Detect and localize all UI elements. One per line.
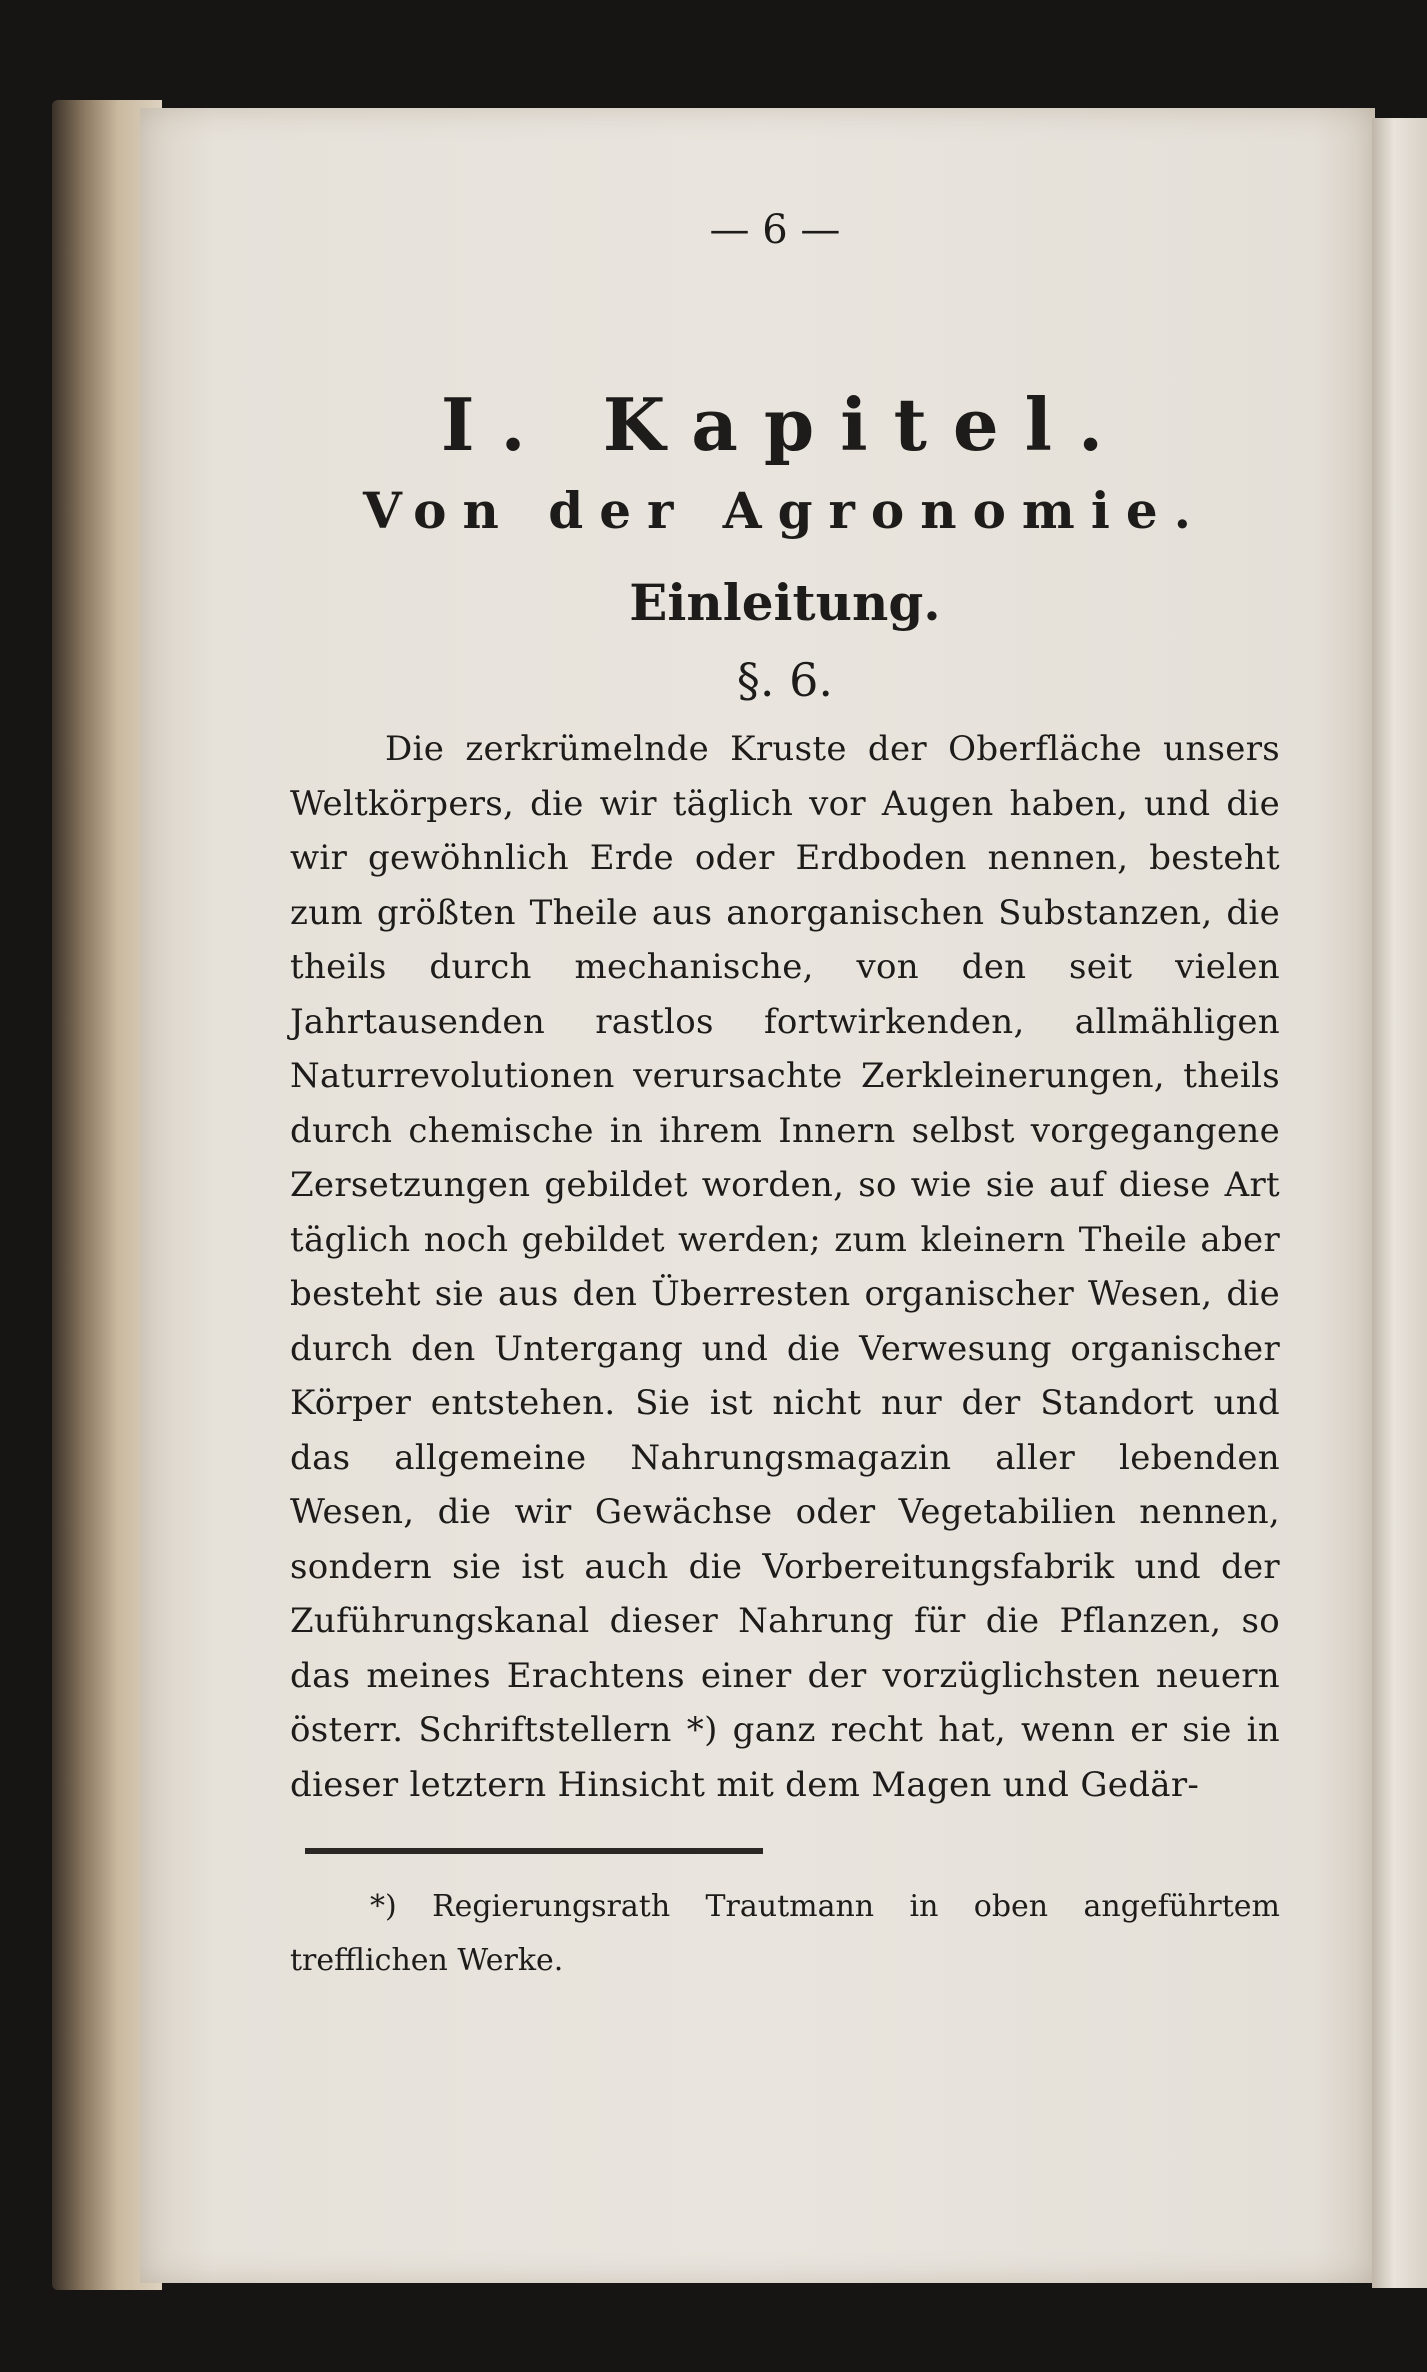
facing-page-edge (1372, 118, 1427, 2288)
page-text-block (290, 200, 1280, 1812)
paragraph-number: §. 6. (736, 653, 834, 707)
body-paragraph: Die zerkrümelnde Kruste der Oberfläche unsers Weltkörpers, die wir täglich vor Augen haben, und die wir gewöhnlich Erde oder Erdboden nennen, besteht zum größten Theile aus anorganischen Substanzen, die theils durch mechanische, von den seit vielen Jahrtausenden rastlos fortwirkenden, allmähligen Naturrevolutionen verursachte Zerkleinerungen, theils durch chemische in ihrem Innern selbst vorgegangene Zersetzungen gebildet worden, so wie sie auf diese Art täglich noch gebildet werden; zum kleinern Theile aber besteht sie aus den Überresten organischer Wesen, die durch den Untergang und die Verwesung organischer Körper entstehen. Sie ist nicht nur der Standort und das allgemeine Nahrungsmagazin aller lebenden Wesen, die wir Gewächse oder Vegetabilien nennen, sondern sie ist auch die Vorbereitungsfabrik und der Zuführungskanal dieser Nahrung für die Pflanzen, so das meines Erachtens einer der vorzüglichsten neuern österr. Schriftstellern *) ganz recht hat, wenn er sie in dieser letztern Hinsicht mit dem Magen und Gedär- (290, 729, 1280, 1805)
chapter-title: I. Kapitel. (440, 382, 1130, 467)
footnote: *) Regierungsrath Trautmann in oben angeführtem trefflichen Werke. (290, 1889, 1280, 1978)
chapter-subtitle: Von der Agronomie. (362, 481, 1208, 540)
page-number: — 6 — (709, 207, 841, 253)
footnote-rule (305, 1848, 763, 1854)
section-heading: Einleitung. (629, 573, 941, 632)
